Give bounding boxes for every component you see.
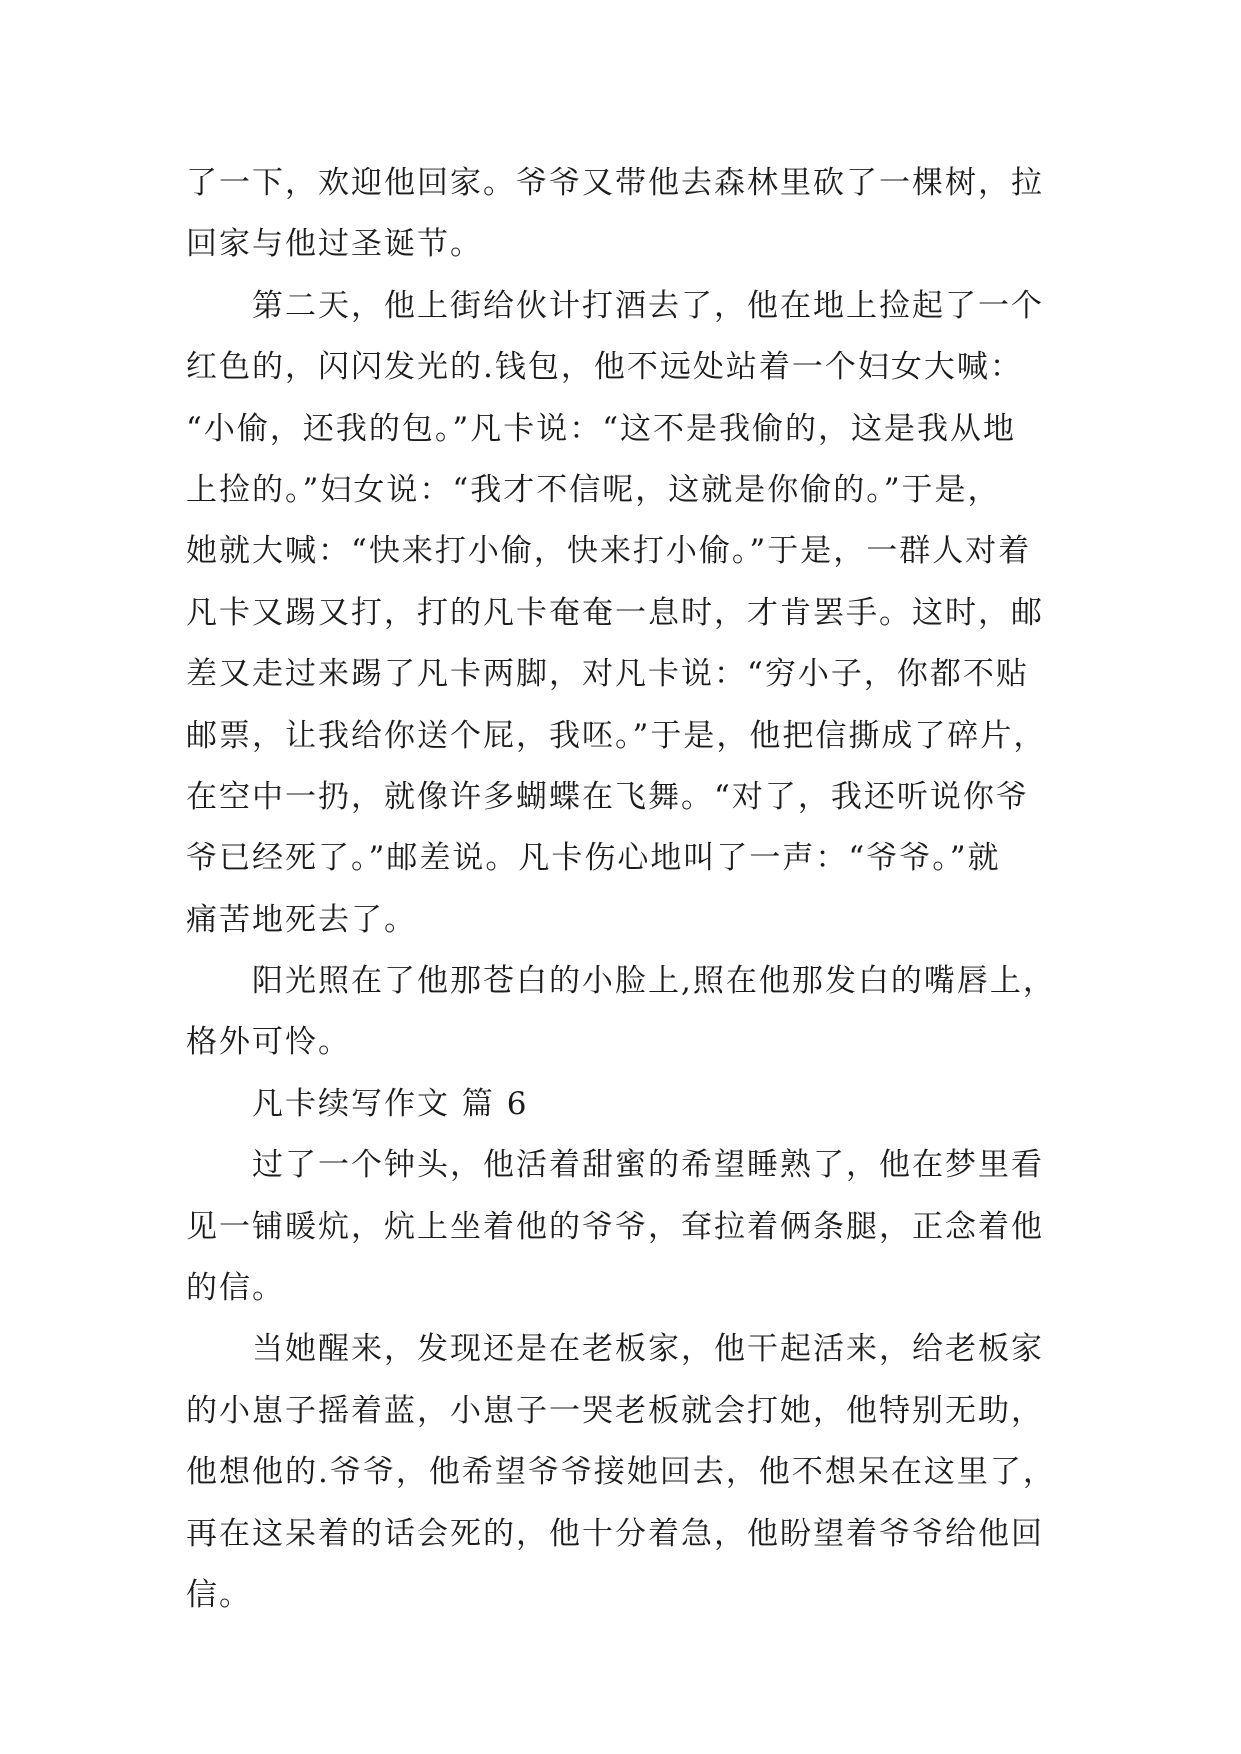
paragraph-start-line: 第二天，他上街给伙计打酒去了，他在地上捡起了一个 xyxy=(252,287,1044,324)
text-line: 凡卡又踢又打，打的凡卡奄奄一息时，才肯罢手。这时，邮 xyxy=(186,594,1044,631)
text-line: 痛苦地死去了。 xyxy=(186,901,417,938)
text-line: 了一下，欢迎他回家。爷爷又带他去森林里砍了一棵树，拉 xyxy=(186,165,1044,201)
section-heading: 凡卡续写作文 篇 6 xyxy=(252,1085,529,1122)
text-line: 邮票，让我给你送个屁，我呸。”于是，他把信撕成了碎片， xyxy=(186,717,1047,754)
text-line: 回家与他过圣诞节。 xyxy=(186,226,483,263)
paragraph-start-line: 当她醒来，发现还是在老板家，他干起活来，给老板家 xyxy=(252,1331,1044,1368)
text-line: 他想他的.爷爷，他希望爷爷接她回去，他不想呆在这里了， xyxy=(186,1454,1056,1491)
text-line: 再在这呆着的话会死的，他十分着急，他盼望着爷爷给他回 xyxy=(186,1515,1044,1552)
text-line: 格外可怜。 xyxy=(186,1024,351,1061)
text-line: 她就大喊：“快来打小偷，快来打小偷。”于是，一群人对着 xyxy=(186,533,1032,570)
document-body xyxy=(186,153,1066,1626)
text-line: 在空中一扔，就像许多蝴蝶在飞舞。“对了，我还听说你爷 xyxy=(186,778,1029,815)
text-line: 爷已经死了。”邮差说。凡卡伤心地叫了一声：“爷爷。”就 xyxy=(186,840,1001,877)
text-line: 的信。 xyxy=(186,1270,285,1307)
text-line: 红色的，闪闪发光的.钱包，他不远处站着一个妇女大喊： xyxy=(186,349,1023,386)
text-line: “小偷，还我的包。”凡卡说：“这不是我偷的，这是我从地 xyxy=(186,410,1017,447)
text-line: 见一铺暖炕，炕上坐着他的爷爷，耷拉着俩条腿，正念着他 xyxy=(186,1208,1044,1245)
text-line: 差又走过来踢了凡卡两脚，对凡卡说：“穷小子，你都不贴 xyxy=(186,656,1029,693)
text-line: 上捡的。”妇女说：“我才不信呢，这就是你偷的。”于是， xyxy=(186,471,1001,508)
paragraph-start-line: 阳光照在了他那苍白的小脸上,照在他那发白的嘴唇上， xyxy=(252,963,1056,1000)
text-line: 的小崽子摇着蓝，小崽子一哭老板就会打她，他特别无助， xyxy=(186,1392,1044,1429)
paragraph-start-line: 过了一个钟头，他活着甜蜜的希望睡熟了，他在梦里看 xyxy=(252,1147,1044,1184)
text-line: 信。 xyxy=(186,1576,252,1613)
